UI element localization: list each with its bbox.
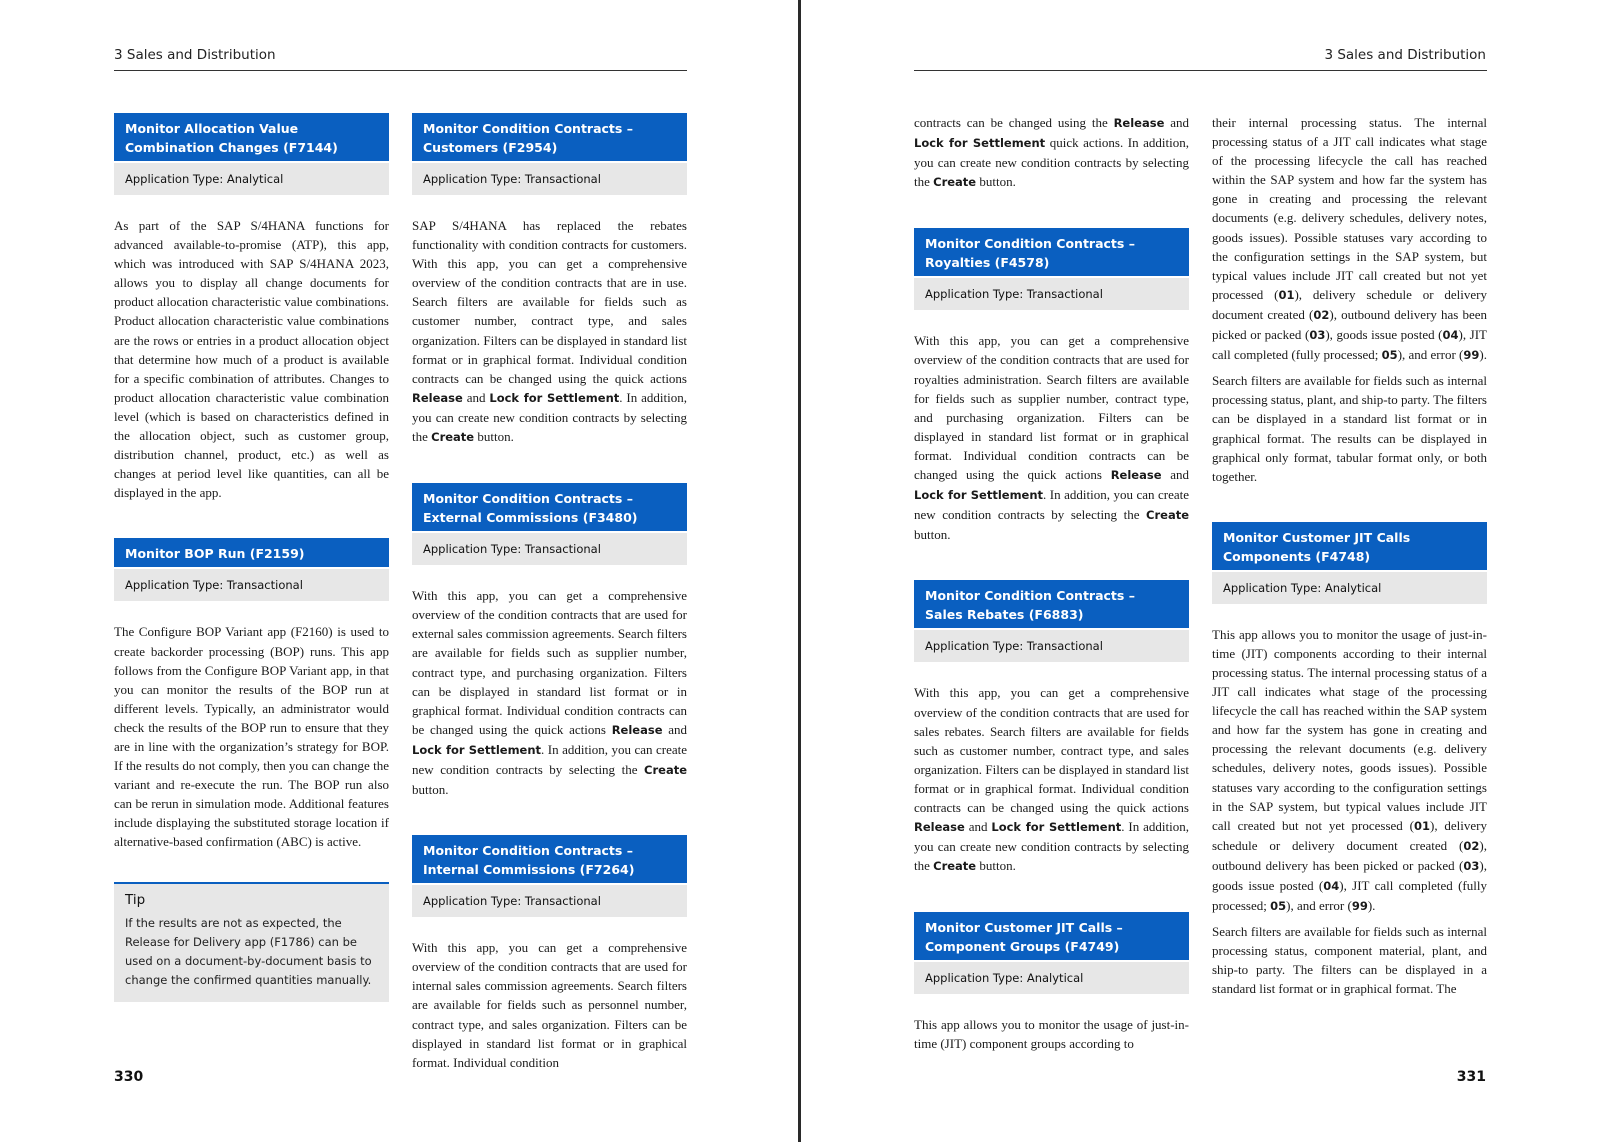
app-title: Monitor Condition Contracts – Royalties (F4578) <box>914 228 1189 276</box>
right-running-head: 3 Sales and Distribution <box>1324 47 1486 63</box>
left-running-head: 3 Sales and Distribution <box>114 47 276 63</box>
app-box-f3480 <box>412 483 687 565</box>
app-type: Application Type: Transactional <box>412 883 687 917</box>
app-title: Monitor Customer JIT Calls Components (F4748) <box>1212 522 1487 570</box>
app-title: Monitor Condition Contracts – Internal Commissions (F7264) <box>412 835 687 883</box>
body-paragraph: This app allows you to monitor the usage of just-in-time (JIT) component groups according to <box>914 1017 1189 1052</box>
app-title: Monitor Allocation Value Combination Changes (F7144) <box>114 113 389 161</box>
app-type: Application Type: Transactional <box>914 628 1189 662</box>
app-type: Application Type: Analytical <box>114 161 389 195</box>
left-header-rule <box>114 70 687 71</box>
app-type: Application Type: Analytical <box>914 960 1189 994</box>
tip-box <box>114 882 389 1002</box>
body-paragraph: With this app, you can get a comprehensive overview of the condition contracts that are used for external sales commission agreements. Search filters are available for fields such as supplier number, contract type, and purchasing organization. Filters can be displayed in standard list format or in graphical format. Individual condition contracts can be changed using the quick actions Release and Lock for Settlement. In addition, you can create new condition contracts by selecting the Create button. <box>412 588 687 798</box>
app-type: Application Type: Transactional <box>412 531 687 565</box>
page-number-left: 330 <box>114 1069 144 1085</box>
app-box-f2159 <box>114 538 389 601</box>
body-paragraph: With this app, you can get a comprehensive overview of the condition contracts that are used for sales rebates. Search filters are available for fields such as customer number, contract type, and sales organization. Filters can be displayed in standard list format or in graphical format. Individual condition contracts can be changed using the quick actions Release and Lock for Settlement. In addition, you can create new condition contracts by selecting the Create button. <box>914 685 1190 874</box>
app-type: Application Type: Analytical <box>1212 570 1487 604</box>
app-type: Application Type: Transactional <box>114 567 389 601</box>
app-box-f4749 <box>914 912 1189 994</box>
left-column-1 <box>114 113 389 1002</box>
body-paragraph: their internal processing status. The internal processing status of a JIT call indicates what stage of the processing lifecycle the call has reached within the SAP system and how far the system has gone in creating and processing the relevant documents (e.g. delivery schedules, delivery notes, goods issues). Possible statuses vary according to the configuration settings in the SAP system, but typical values include JIT call created but not yet processed (01), delivery schedule or delivery document created (02), outbound delivery has been picked or packed (03), goods issue posted (04), JIT call completed (fully processed; 05), and error (99). <box>1212 115 1487 363</box>
app-box-f2954 <box>412 113 687 195</box>
app-box-f7144 <box>114 113 389 195</box>
page-number-right: 331 <box>1456 1069 1486 1085</box>
app-box-f6883 <box>914 580 1189 662</box>
tip-text: If the results are not as expected, the Release for Delivery app (F1786) can be used on a document-by-document basis to change the confirmed quantities manually. <box>125 915 372 987</box>
app-box-f4578 <box>914 228 1189 310</box>
left-column-2 <box>412 113 687 1078</box>
tip-title: Tip <box>125 891 146 908</box>
book-spine <box>798 0 801 1142</box>
body-paragraph: SAP S/4HANA has replaced the rebates functionality with condition contracts for customers. With this app, you can get a comprehensive overview of the condition contracts that are in use. Search filters are available for fields such as customer number, contract type, and sales organization. Filters can be displayed in standard list format or in graphical format. Individual condition contracts can be changed using the quick actions Release and Lock for Settlement. In addition, you can create new condition contracts by selecting the Create button. <box>412 218 688 445</box>
body-paragraph: This app allows you to monitor the usage of just-in-time (JIT) components according to their internal processing status. The internal processing status of a JIT call indicates what stage of the processing lifecycle the call has reached within the SAP system and how far the system has gone in creating and processing the relevant documents (e.g. delivery schedules, delivery notes, goods issues). Possible statuses vary according to the configuration settings in the SAP system, but typical values include JIT call created but not yet processed (01), delivery schedule or delivery document created (02), outbound delivery has been picked or packed (03), goods issue posted (04), JIT call completed (fully processed; 05), and error (99). <box>1212 626 1488 914</box>
body-paragraph: As part of the SAP S/4HANA functions for advanced available-to-promise (ATP), this app, which was introduced with SAP S/4HANA 2023, allows you to display all change documents for product allocation characteristic value combinations. Product allocation characteristic value combinations are the rows or entries in a product allocation object that determine how much of a product is available for a specific combination of attributes. Changes to product allocation characteristic value combination level (which is based on characteristics defined in the allocation object, such as customer group, distribution channel, product, etc.) as well as changes at period level like quantities, can all be displayed in the app. <box>114 218 389 501</box>
body-paragraph: With this app, you can get a comprehensive overview of the condition contracts that are used for internal sales commission agreements. Search filters are available for fields such as personnel number, contract type, and sales organization. Filters can be displayed in standard list format or in graphical format. Individual condition <box>412 940 687 1070</box>
body-paragraph: With this app, you can get a comprehensive overview of the condition contracts that are used for royalties administration. Search filters are available for fields such as supplier number, contract type, and purchasing organization. Filters can be displayed in standard list format or in graphical format. Individual condition contracts can be changed using the quick actions Release and Lock for Settlement. In addition, you can create new condition contracts by selecting the Create button. <box>914 333 1189 543</box>
app-type: Application Type: Transactional <box>914 276 1189 310</box>
body-paragraph: Search filters are available for fields such as internal processing status, component material, plant, and ship-to party. The filters can be displayed in a standard list format or in graphical format. The <box>1212 924 1487 997</box>
right-column-2 <box>1212 113 1487 1005</box>
body-paragraph: Search filters are available for fields such as internal processing status, plant, and ship-to party. The filters can be displayed in a standard list format or in graphical format. The results can be displayed in graphical only format, tabular format only, or both together. <box>1212 373 1487 484</box>
body-paragraph: contracts can be changed using the Release and Lock for Settlement quick actions. In addition, you can create new condition contracts by selecting the Create button. <box>914 115 1190 190</box>
app-title: Monitor Condition Contracts – Customers (F2954) <box>412 113 687 161</box>
app-type: Application Type: Transactional <box>412 161 687 195</box>
app-title: Monitor Customer JIT Calls – Component Groups (F4749) <box>914 912 1189 960</box>
right-header-rule <box>914 70 1487 71</box>
app-box-f7264 <box>412 835 687 917</box>
right-column-1 <box>914 113 1189 1060</box>
app-title: Monitor Condition Contracts – Sales Rebates (F6883) <box>914 580 1189 628</box>
app-title: Monitor Condition Contracts – External Commissions (F3480) <box>412 483 687 531</box>
app-box-f4748 <box>1212 522 1487 604</box>
body-paragraph: The Configure BOP Variant app (F2160) is used to create backorder processing (BOP) runs. This app follows from the Configure BOP Variant app, in that you can monitor the results of the BOP run at different levels. Typically, an administrator would check the results of the BOP run to ensure that they are in line with the organization’s strategy for BOP. If the results do not comply, then you can change the variant and re-execute the run. The BOP run also can be rerun in simulation mode. Additional features include displaying the substituted storage location if alternative-based confirmation (ABC) is active. <box>114 624 389 850</box>
app-title: Monitor BOP Run (F2159) <box>114 538 389 567</box>
